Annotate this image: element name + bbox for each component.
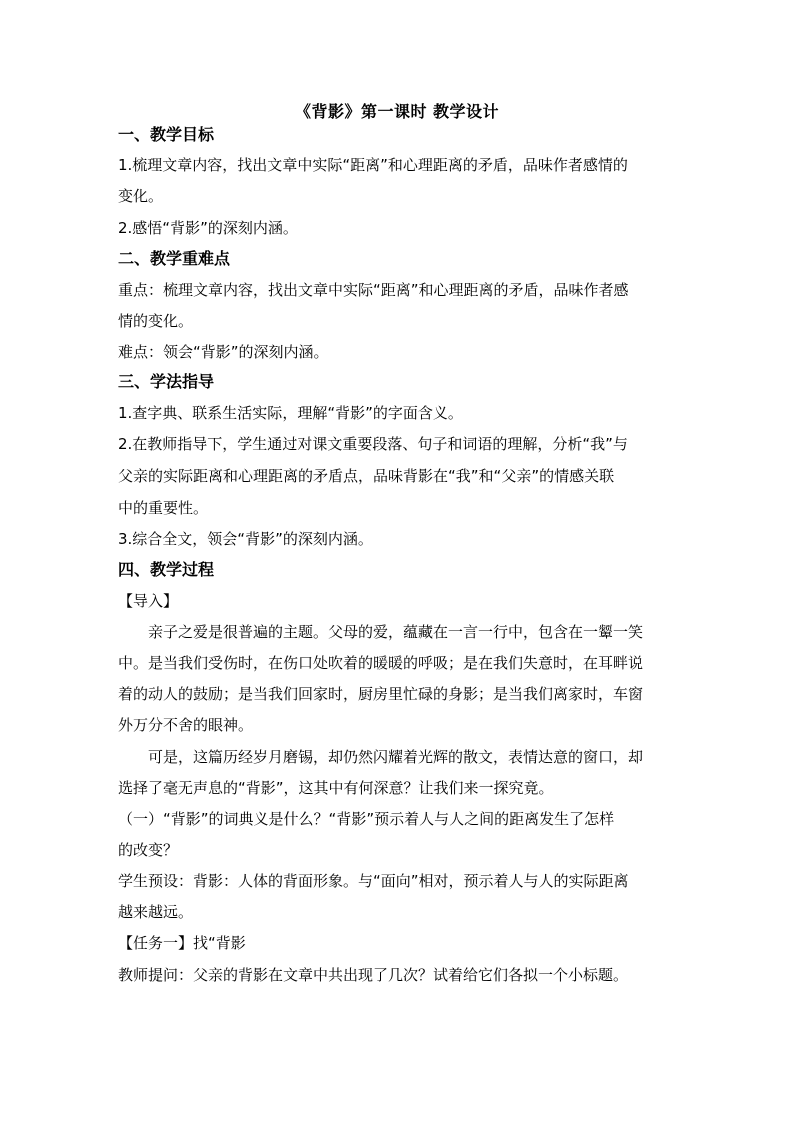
text-line: 选择了毫无声息的“背影”，这其中有何深意？让我们来一探究竟。 xyxy=(118,779,554,797)
text-line: 着的动人的鼓励；是当我们回家时，厨房里忙碌的身影；是当我们离家时，车窗 xyxy=(118,685,644,703)
section-heading: 二、教学重难点 xyxy=(118,249,231,268)
text-line: （一）“背影”的词典义是什么？“背影”预示着人与人之间的距离发生了怎样 xyxy=(118,810,615,828)
section-heading: 一、教学目标 xyxy=(118,125,215,144)
text-line: 中的重要性。 xyxy=(118,499,209,517)
text-line: 1.查字典、联系生活实际，理解“背影”的字面含义。 xyxy=(118,404,463,422)
text-line: 的改变？ xyxy=(118,841,179,859)
text-line: 变化。 xyxy=(118,187,164,205)
text-line: 3.综合全文，领会“背影”的深刻内涵。 xyxy=(118,530,373,548)
text-line: 【任务一】找“背影 xyxy=(118,934,246,952)
text-line: 中。是当我们受伤时，在伤口处吹着的暖暖的呼吸；是在我们失意时，在耳畔说 xyxy=(118,654,644,672)
text-line: 教师提问：父亲的背影在文章中共出现了几次？试着给它们各拟一个小标题。 xyxy=(118,966,629,984)
text-line: 2.在教师指导下，学生通过对课文重要段落、句子和词语的理解，分析“我”与 xyxy=(118,435,628,453)
text-line: 越来越远。 xyxy=(118,903,194,921)
text-line: 1.梳理文章内容，找出文章中实际“距离”和心理距离的矛盾，品味作者感情的 xyxy=(118,156,628,174)
text-line: 亲子之爱是很普遍的主题。父母的爱，蕴藏在一言一行中，包含在一颦一笑 xyxy=(148,623,644,641)
text-line: 重点：梳理文章内容，找出文章中实际“距离”和心理距离的矛盾，品味作者感 xyxy=(118,281,629,299)
text-line: 学生预设：背影：人体的背面形象。与“面向”相对，预示着人与人的实际距离 xyxy=(118,872,629,890)
text-line: 父亲的实际距离和心理距离的矛盾点，品味背影在“我”和“父亲”的情感关联 xyxy=(118,467,615,485)
document-title: 《背影》第一课时 教学设计 xyxy=(294,102,500,121)
text-line: 可是，这篇历经岁月磨锡，却仍然闪耀着光辉的散文，表情达意的窗口，却 xyxy=(148,748,644,766)
section-heading: 四、教学过程 xyxy=(118,560,215,579)
text-line: 难点：领会“背影”的深刻内涵。 xyxy=(118,343,329,361)
section-heading: 三、学法指导 xyxy=(118,372,215,391)
text-line: 外万分不舍的眼神。 xyxy=(118,716,254,734)
text-line: 情的变化。 xyxy=(118,312,194,330)
text-line: 2.感悟“背影”的深刻内涵。 xyxy=(118,219,298,237)
text-line: 【导入】 xyxy=(118,592,179,610)
